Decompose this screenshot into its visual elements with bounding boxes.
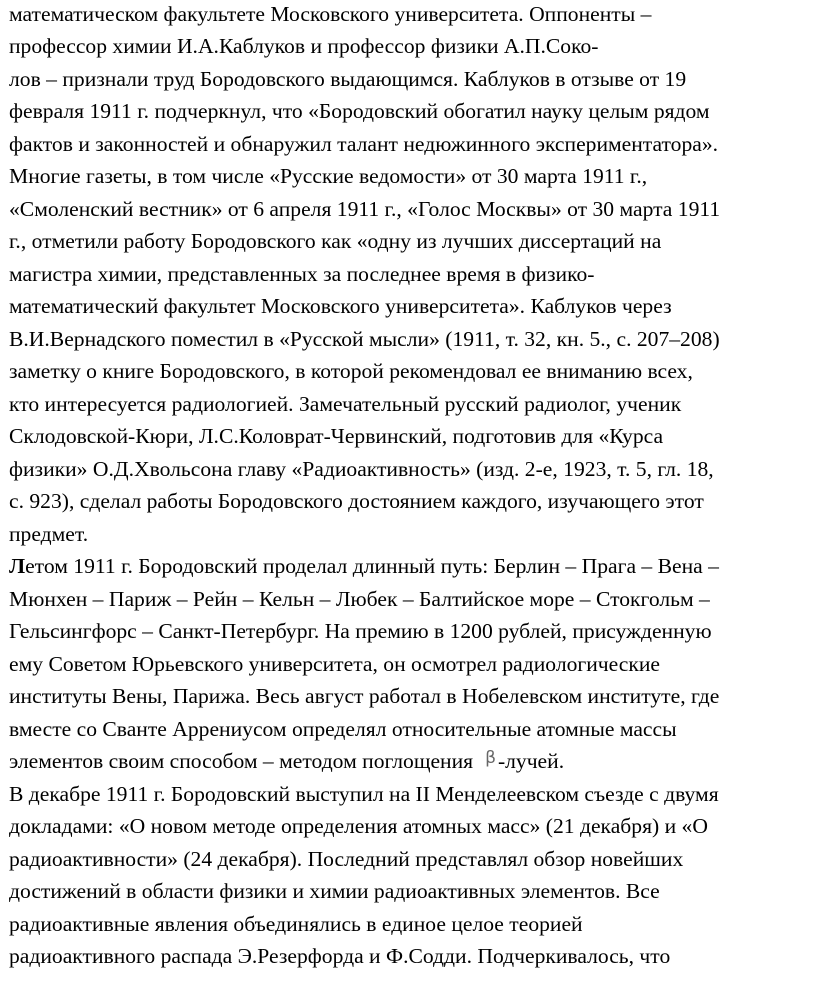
text-line: предмет. bbox=[9, 522, 89, 546]
text-span: элементов своим способом – методом поглощения bbox=[9, 749, 474, 773]
text-line: Гельсингфорс – Санкт-Петербург. На премию в 1200 рублей, присужденную bbox=[9, 619, 712, 643]
text-line bbox=[9, 554, 719, 579]
text-span: етом 1911 г. Бородовский проделал длинный путь: Берлин – Прага – Вена – bbox=[25, 554, 719, 578]
text-line: Многие газеты, в том числе «Русские ведомости» от 30 марта 1911 г., bbox=[9, 164, 648, 188]
text-line: магистра химии, представленных за последнее время в физико- bbox=[9, 262, 595, 286]
text-line: физики» О.Д.Хвольсона главу «Радиоактивность» (изд. 2-е, 1923, т. 5, гл. 18, bbox=[9, 457, 714, 481]
text-line: профессор химии И.А.Каблуков и профессор физики А.П.Соко- bbox=[9, 34, 599, 58]
text-line: радиоактивности» (24 декабря). Последний представлял обзор новейших bbox=[9, 847, 684, 871]
text-line bbox=[9, 749, 564, 774]
text-line: В декабре 1911 г. Бородовский выступил на II Менделеевском съезде с двумя bbox=[9, 782, 719, 806]
text-line: В.И.Вернадского поместил в «Русской мысли» (1911, т. 32, кн. 5., с. 207–208) bbox=[9, 327, 720, 351]
text-line: с. 923), сделал работы Бородовского достоянием каждого, изучающего этот bbox=[9, 489, 704, 513]
text-line: достижений в области физики и химии радиоактивных элементов. Все bbox=[9, 879, 660, 903]
initial-letter: Л bbox=[9, 554, 26, 578]
text-span: -лучей. bbox=[497, 749, 565, 773]
text-line: заметку о книге Бородовского, в которой рекомендовал ее вниманию всех, bbox=[9, 359, 693, 383]
text-line: Склодовской-Кюри, Л.С.Коловрат-Червинский, подготовив для «Курса bbox=[9, 424, 664, 448]
text-line: математический факультет Московского университета». Каблуков через bbox=[9, 294, 672, 318]
text-line: ему Советом Юрьевского университета, он осмотрел радиологические bbox=[9, 652, 661, 676]
text-line: институты Вены, Парижа. Весь август работал в Нобелевском институте, где bbox=[9, 684, 720, 708]
text-line: «Смоленский вестник» от 6 апреля 1911 г., «Голос Москвы» от 30 марта 1911 bbox=[9, 197, 721, 221]
text-line: лов – признали труд Бородовского выдающимся. Каблуков в отзыве от 19 bbox=[9, 67, 687, 91]
text-line: кто интересуется радиологией. Замечательный русский радиолог, ученик bbox=[9, 392, 682, 416]
text-line: радиоактивные явления объединялись в единое целое теорией bbox=[9, 912, 583, 936]
text-line: математическом факультете Московского университета. Оппоненты – bbox=[9, 2, 652, 26]
text-line: вместе со Сванте Аррениусом определял относительные атомные массы bbox=[9, 717, 677, 741]
text-line: докладами: «О новом методе определения атомных масс» (21 декабря) и «О bbox=[9, 814, 708, 838]
text-line: г., отметили работу Бородовского как «одну из лучших диссертаций на bbox=[9, 229, 662, 253]
beta-symbol: β bbox=[485, 748, 496, 768]
text-line: Мюнхен – Париж – Рейн – Кельн – Любек – Балтийское море – Стокгольм – bbox=[9, 587, 710, 611]
text-line: фактов и законностей и обнаружил талант недюжинного экспериментатора». bbox=[9, 132, 719, 156]
text-line: февраля 1911 г. подчеркнул, что «Бородовский обогатил науку целым рядом bbox=[9, 99, 710, 123]
text-line: радиоактивного распада Э.Резерфорда и Ф.Содди. Подчеркивалось, что bbox=[9, 944, 671, 968]
